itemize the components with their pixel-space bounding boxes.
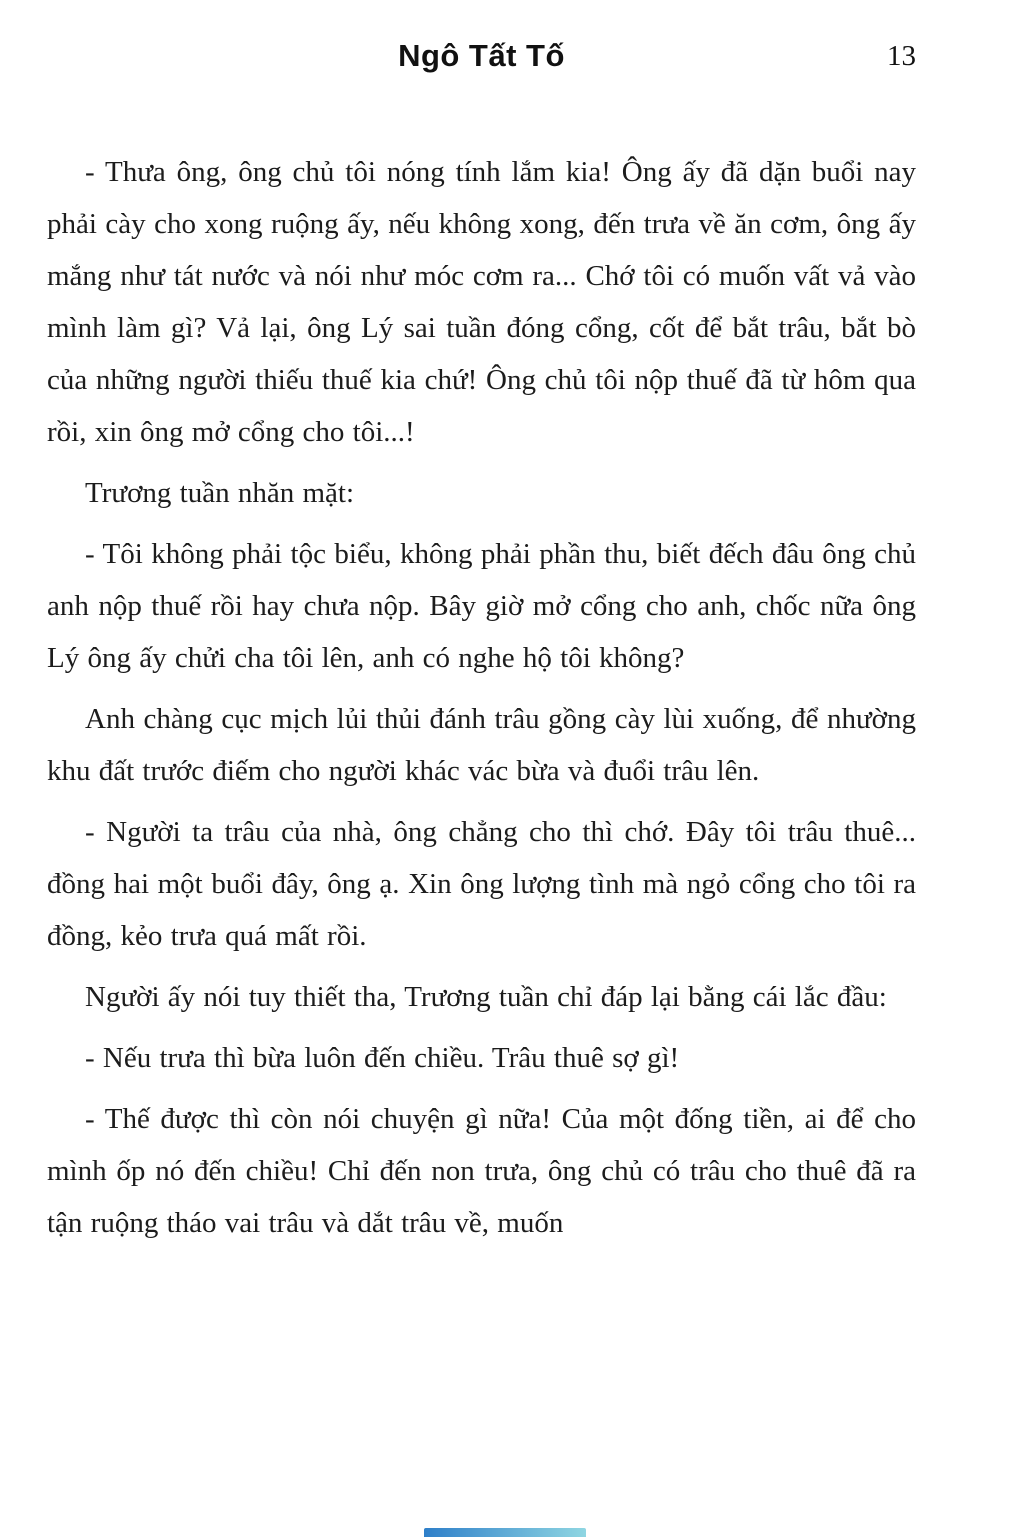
page-header	[47, 38, 916, 84]
paragraph: - Thưa ông, ông chủ tôi nóng tính lắm kia! Ông ấy đã dặn buổi nay phải cày cho xong ruộng ấy, nếu không xong, đến trưa về ăn cơm, ông ấy mắng như tát nước và nói như móc cơm ra... Chớ tôi có muốn vất vả vào mình làm gì? Vả lại, ông Lý sai tuần đóng cổng, cốt để bắt trâu, bắt bò của những người thiếu thuế kia chứ! Ông chủ tôi nộp thuế đã từ hôm qua rồi, xin ông mở cổng cho tôi...!	[47, 156, 916, 448]
author-name: Ngô Tất Tố	[398, 38, 565, 73]
paragraph: Anh chàng cục mịch lủi thủi đánh trâu gồng cày lùi xuống, để nhường khu đất trước điếm cho người khác vác bừa và đuổi trâu lên.	[47, 703, 916, 787]
paragraph: Trương tuần nhăn mặt:	[85, 477, 354, 509]
paragraph: - Nếu trưa thì bừa luôn đến chiều. Trâu thuê sợ gì!	[85, 1042, 680, 1074]
page-number: 13	[887, 40, 916, 72]
paragraph: - Thế được thì còn nói chuyện gì nữa! Của một đống tiền, ai để cho mình ốp nó đến chiều! Chỉ đến non trưa, ông chủ có trâu cho thuê đã ra tận ruộng tháo vai trâu và dắt trâu về, muốn	[47, 1103, 916, 1239]
paragraph: - Người ta trâu của nhà, ông chẳng cho thì chớ. Đây tôi trâu thuê... đồng hai một buổi đây, ông ạ. Xin ông lượng tình mà ngỏ cổng cho tôi ra đồng, kẻo trưa quá mất rồi.	[47, 816, 916, 952]
paragraph: Người ấy nói tuy thiết tha, Trương tuần chỉ đáp lại bằng cái lắc đầu:	[85, 981, 887, 1013]
scan-artifact-bar	[424, 1528, 586, 1537]
paragraph: - Tôi không phải tộc biểu, không phải phần thu, biết đếch đâu ông chủ anh nộp thuế rồi hay chưa nộp. Bây giờ mở cổng cho anh, chốc nữa ông Lý ông ấy chửi cha tôi lên, anh có nghe hộ tôi không?	[47, 538, 916, 674]
text-column	[47, 146, 916, 1249]
